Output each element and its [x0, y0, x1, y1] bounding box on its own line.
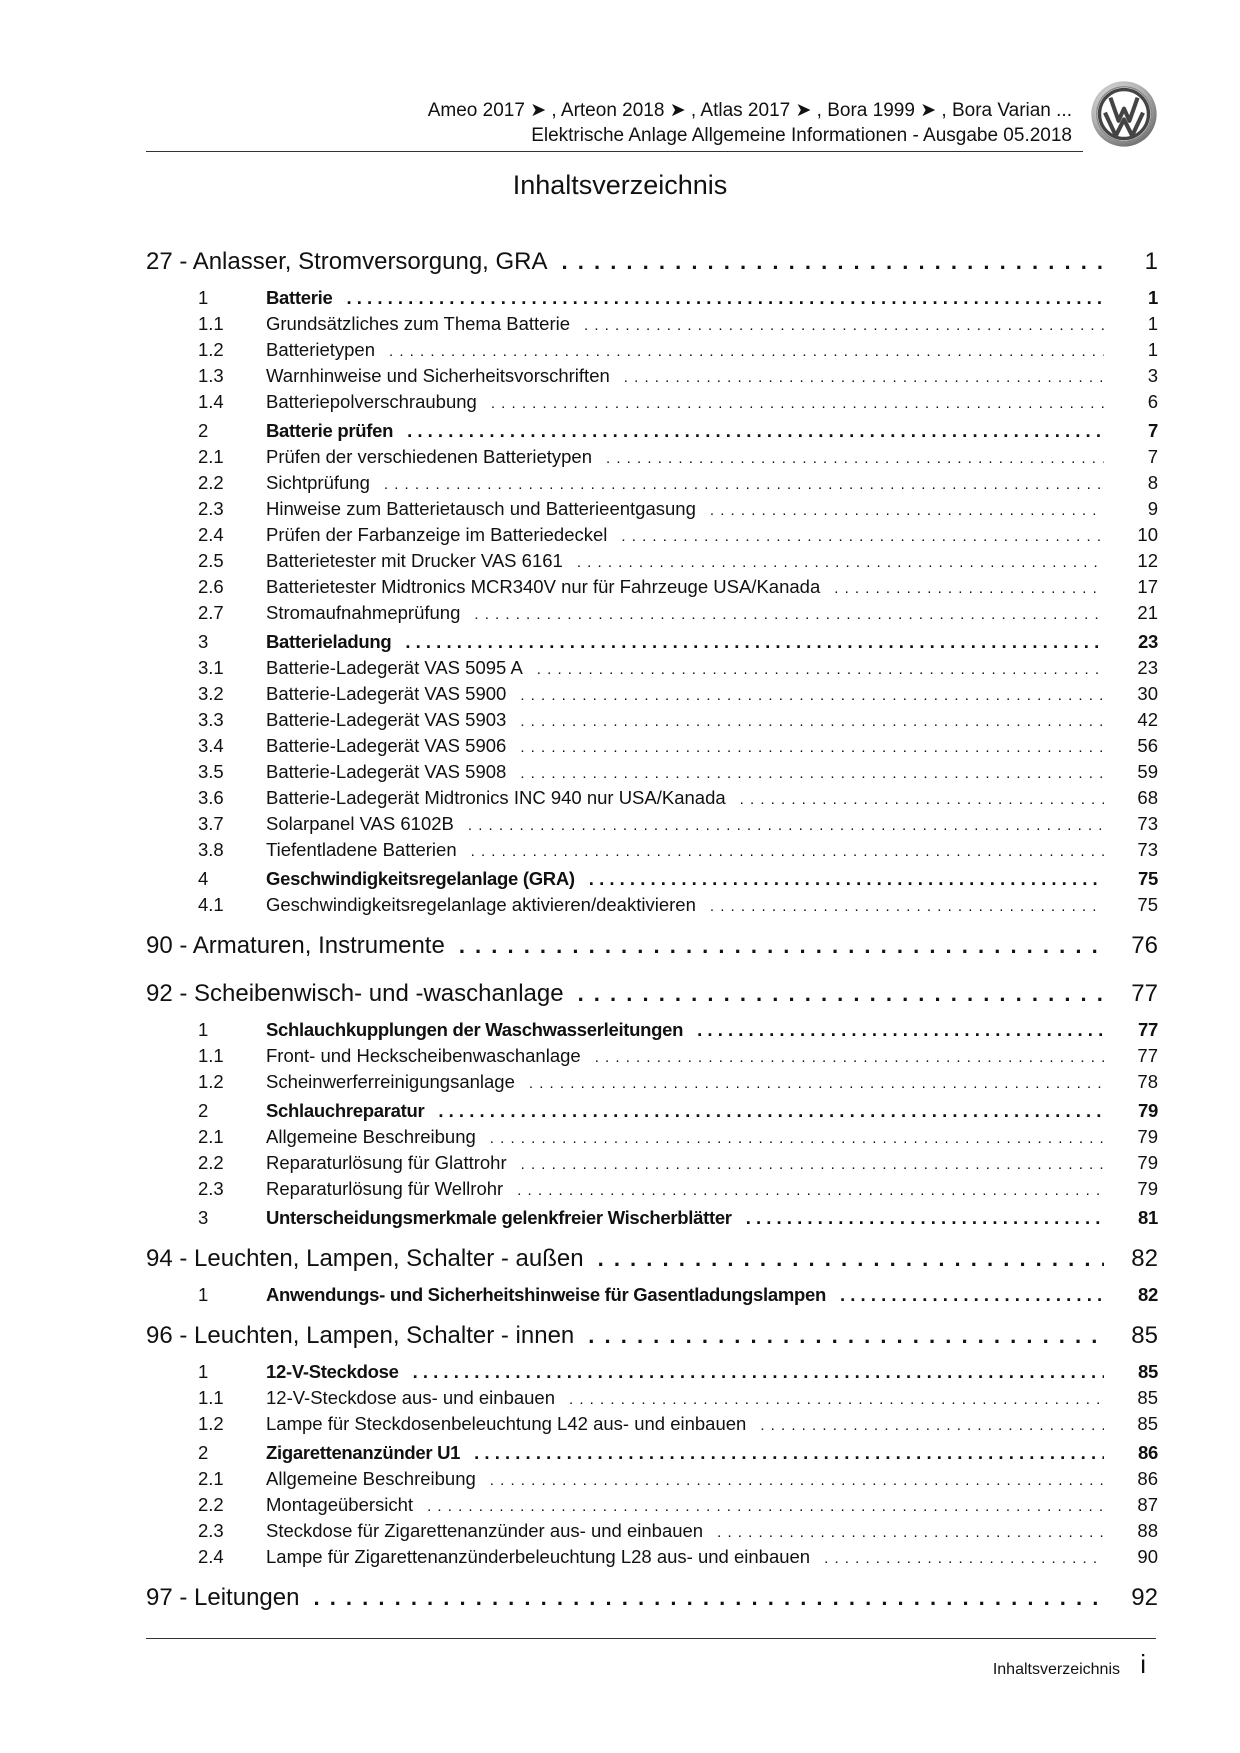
toc-dot-leader — [588, 1323, 1104, 1349]
toc-entry-page: 79 — [1137, 1126, 1158, 1147]
toc-entry-number: 3.3 — [198, 709, 224, 730]
toc-entry-number: 3.5 — [198, 761, 224, 782]
toc-dot-leader — [427, 1498, 1104, 1515]
toc-entry-sub[interactable] — [146, 313, 1158, 339]
toc-entry-number: 3.1 — [198, 657, 224, 678]
toc-entry-page: 90 — [1137, 1546, 1158, 1567]
toc-entry-title: Prüfen der Farbanzeige im Batteriedeckel — [266, 524, 608, 545]
toc-entry-title: Schlauchkupplungen der Waschwasserleitungen — [266, 1019, 684, 1040]
toc-dot-leader — [624, 369, 1104, 386]
footer-label: Inhaltsverzeichnis — [992, 1661, 1120, 1678]
header-subtitle: Elektrische Anlage Allgemeine Informationen - Ausgabe 05.2018 — [531, 125, 1072, 146]
toc-entry-sub[interactable] — [146, 1387, 1158, 1413]
header-models: Ameo 2017 ➤ , Arteon 2018 ➤ , Atlas 2017 ➤ , Bora 1999 ➤ , Bora Varian ... — [427, 100, 1072, 121]
toc-entry-number: 2 — [198, 1442, 208, 1463]
toc-dot-leader — [621, 528, 1104, 545]
toc-entry-title: 97 - Leitungen — [146, 1584, 300, 1611]
toc-entry-page: 73 — [1137, 813, 1158, 834]
toc-entry-title: Front- und Heckscheibenwaschanlage — [266, 1045, 581, 1066]
toc-entry-number: 3.6 — [198, 787, 224, 808]
toc-entry-section[interactable] — [146, 631, 1158, 657]
toc-entry-sub[interactable] — [146, 1045, 1158, 1071]
toc-entry-page: 1 — [1148, 287, 1158, 308]
toc-dot-leader — [746, 1207, 1104, 1229]
document-header — [428, 98, 1072, 148]
toc-entry-page: 59 — [1137, 761, 1158, 782]
toc-entry-sub[interactable] — [146, 709, 1158, 735]
toc-entry-page: 56 — [1137, 735, 1158, 756]
toc-entry-section[interactable] — [146, 1284, 1158, 1310]
toc-entry-sub[interactable] — [146, 1178, 1158, 1204]
toc-entry-title: Scheinwerferreinigungsanlage — [266, 1071, 515, 1092]
toc-entry-page: 12 — [1137, 550, 1158, 571]
toc-entry-title: Batterie-Ladegerät VAS 5900 — [266, 683, 507, 704]
toc-entry-title: Batterie-Ladegerät VAS 5908 — [266, 761, 507, 782]
toc-entry-number: 2.4 — [198, 524, 224, 545]
toc-entry-title: Lampe für Steckdosenbeleuchtung L42 aus- und einbauen — [266, 1413, 747, 1434]
toc-entry-page: 88 — [1137, 1520, 1158, 1541]
toc-entry-page: 82 — [1131, 1245, 1158, 1272]
toc-entry-number: 3.4 — [198, 735, 224, 756]
toc-entry-title: Batterietester mit Drucker VAS 6161 — [266, 550, 563, 571]
toc-entry-sub[interactable] — [146, 787, 1158, 813]
toc-dot-leader — [474, 1442, 1104, 1464]
toc-entry-sub[interactable] — [146, 839, 1158, 865]
toc-entry-page: 77 — [1131, 980, 1158, 1007]
toc-entry-title: Batterieladung — [266, 631, 392, 652]
toc-entry-number: 1.2 — [198, 339, 224, 360]
toc-entry-page: 92 — [1131, 1584, 1158, 1611]
toc-dot-leader — [474, 606, 1104, 623]
toc-entry-sub[interactable] — [146, 602, 1158, 628]
toc-entry-sub[interactable] — [146, 576, 1158, 602]
toc-entry-sub[interactable] — [146, 446, 1158, 472]
toc-dot-leader — [521, 1156, 1104, 1173]
toc-entry-sub[interactable] — [146, 498, 1158, 524]
toc-entry-page: 87 — [1137, 1494, 1158, 1515]
toc-dot-leader — [710, 502, 1104, 519]
toc-entry-sub[interactable] — [146, 550, 1158, 576]
toc-entry-page: 79 — [1138, 1100, 1158, 1121]
toc-entry-page: 7 — [1148, 420, 1158, 441]
toc-entry-number: 1.1 — [198, 1387, 224, 1408]
toc-entry-number: 1.2 — [198, 1413, 224, 1434]
toc-dot-leader — [438, 1100, 1104, 1122]
toc-entry-sub[interactable] — [146, 1494, 1158, 1520]
toc-entry-number: 1 — [198, 287, 208, 308]
toc-entry-sub[interactable] — [146, 391, 1158, 417]
toc-entry-number: 2.7 — [198, 602, 224, 623]
toc-entry-page: 81 — [1138, 1207, 1158, 1228]
toc-dot-leader — [598, 1246, 1104, 1272]
toc-dot-leader — [824, 1550, 1104, 1567]
toc-entry-title: Batterietester Midtronics MCR340V nur für Fahrzeuge USA/Kanada — [266, 576, 821, 597]
toc-entry-chapter[interactable] — [146, 972, 1158, 1016]
toc-entry-title: 27 - Anlasser, Stromversorgung, GRA — [146, 248, 548, 275]
toc-entry-title: 92 - Scheibenwisch- und -waschanlage — [146, 980, 564, 1007]
footer-divider — [146, 1638, 1156, 1639]
toc-dot-leader — [717, 1524, 1104, 1541]
toc-dot-leader — [520, 765, 1104, 782]
toc-dot-leader — [740, 791, 1104, 808]
toc-entry-title: Unterscheidungsmerkmale gelenkfreier Wischerblätter — [266, 1207, 732, 1228]
toc-entry-title: Allgemeine Beschreibung — [266, 1468, 476, 1489]
toc-entry-title: Geschwindigkeitsregelanlage (GRA) — [266, 868, 575, 889]
toc-dot-leader — [529, 1075, 1104, 1092]
toc-entry-title: Schlauchreparatur — [266, 1100, 425, 1121]
toc-entry-sub[interactable] — [146, 894, 1158, 920]
toc-entry-page: 85 — [1137, 1387, 1158, 1408]
toc-entry-title: 96 - Leuchten, Lampen, Schalter - innen — [146, 1322, 575, 1349]
toc-entry-number: 2.3 — [198, 1520, 224, 1541]
toc-entry-number: 1.1 — [198, 1045, 224, 1066]
toc-entry-sub[interactable] — [146, 365, 1158, 391]
toc-entry-title: Batterie — [266, 287, 333, 308]
toc-entry-title: Batterie-Ladegerät VAS 5903 — [266, 709, 507, 730]
toc-dot-leader — [491, 395, 1104, 412]
toc-entry-section[interactable] — [146, 1019, 1158, 1045]
toc-entry-page: 73 — [1137, 839, 1158, 860]
toc-entry-number: 4 — [198, 868, 208, 889]
toc-dot-leader — [760, 1417, 1104, 1434]
toc-dot-leader — [577, 554, 1104, 571]
toc-entry-title: Anwendungs- und Sicherheitshinweise für Gasentladungslampen — [266, 1284, 826, 1305]
toc-entry-number: 1.3 — [198, 365, 224, 386]
toc-entry-chapter[interactable] — [146, 924, 1158, 968]
toc-entry-sub[interactable] — [146, 1413, 1158, 1439]
toc-entry-title: Reparaturlösung für Wellrohr — [266, 1178, 504, 1199]
toc-entry-section[interactable] — [146, 1361, 1158, 1387]
toc-dot-leader — [578, 981, 1104, 1007]
toc-entry-page: 68 — [1137, 787, 1158, 808]
toc-entry-number: 1.4 — [198, 391, 224, 412]
toc-entry-sub[interactable] — [146, 1126, 1158, 1152]
toc-dot-leader — [389, 343, 1104, 360]
toc-entry-number: 1 — [198, 1019, 208, 1040]
toc-entry-section[interactable] — [146, 868, 1158, 894]
table-of-contents — [146, 236, 1158, 1620]
vw-logo-icon — [1090, 80, 1158, 148]
toc-entry-title: 12-V-Steckdose — [266, 1361, 399, 1382]
toc-entry-sub[interactable] — [146, 1520, 1158, 1546]
toc-entry-page: 1 — [1144, 248, 1158, 275]
toc-entry-sub[interactable] — [146, 1468, 1158, 1494]
toc-entry-title: Batterietypen — [266, 339, 376, 360]
toc-dot-leader — [520, 739, 1104, 756]
toc-dot-leader — [569, 1391, 1104, 1408]
toc-entry-chapter[interactable] — [146, 1576, 1158, 1620]
toc-entry-number: 2.6 — [198, 576, 224, 597]
toc-entry-title: Tiefentladene Batterien — [266, 839, 457, 860]
toc-entry-number: 4.1 — [198, 894, 224, 915]
toc-entry-sub[interactable] — [146, 472, 1158, 498]
toc-entry-sub[interactable] — [146, 813, 1158, 839]
toc-entry-number: 1.2 — [198, 1071, 224, 1092]
toc-entry-page: 8 — [1147, 472, 1158, 493]
footer-page-number: i — [1140, 1649, 1146, 1679]
toc-entry-page: 17 — [1137, 576, 1158, 597]
toc-entry-page: 77 — [1138, 1019, 1158, 1040]
toc-entry-title: Batterie-Ladegerät VAS 5906 — [266, 735, 507, 756]
toc-entry-title: 12-V-Steckdose aus- und einbauen — [266, 1387, 556, 1408]
toc-entry-page: 42 — [1137, 709, 1158, 730]
toc-entry-title: 94 - Leuchten, Lampen, Schalter - außen — [146, 1245, 584, 1272]
toc-entry-number: 3.2 — [198, 683, 224, 704]
toc-entry-sub[interactable] — [146, 683, 1158, 709]
toc-dot-leader — [589, 868, 1104, 890]
toc-entry-chapter[interactable] — [146, 240, 1158, 284]
toc-entry-number: 1 — [198, 1361, 208, 1382]
toc-entry-page: 85 — [1138, 1361, 1158, 1382]
toc-entry-chapter[interactable] — [146, 1237, 1158, 1281]
toc-entry-number: 2.1 — [198, 446, 224, 467]
toc-entry-page: 78 — [1137, 1071, 1158, 1092]
toc-entry-chapter[interactable] — [146, 1314, 1158, 1358]
toc-entry-sub[interactable] — [146, 657, 1158, 683]
toc-entry-number: 3 — [198, 631, 208, 652]
toc-dot-leader — [834, 580, 1104, 597]
toc-entry-page: 23 — [1138, 631, 1158, 652]
toc-dot-leader — [584, 317, 1104, 334]
toc-entry-section[interactable] — [146, 1442, 1158, 1468]
toc-entry-sub[interactable] — [146, 761, 1158, 787]
toc-entry-page: 6 — [1147, 391, 1158, 412]
toc-entry-section[interactable] — [146, 1100, 1158, 1126]
toc-entry-sub[interactable] — [146, 339, 1158, 365]
toc-entry-number: 1 — [198, 1284, 208, 1305]
toc-dot-leader — [313, 1585, 1104, 1611]
toc-entry-title: Hinweise zum Batterietausch und Batterieentgasung — [266, 498, 696, 519]
toc-dot-leader — [840, 1284, 1104, 1306]
toc-entry-title: Reparaturlösung für Glattrohr — [266, 1152, 507, 1173]
toc-entry-page: 76 — [1131, 932, 1158, 959]
toc-entry-title: Stromaufnahmeprüfung — [266, 602, 461, 623]
toc-entry-number: 2.1 — [198, 1468, 224, 1489]
toc-dot-leader — [347, 287, 1105, 309]
toc-entry-sub[interactable] — [146, 1152, 1158, 1178]
toc-entry-title: Solarpanel VAS 6102B — [266, 813, 454, 834]
toc-entry-sub[interactable] — [146, 1071, 1158, 1097]
toc-entry-page: 82 — [1138, 1284, 1158, 1305]
toc-entry-page: 75 — [1138, 868, 1158, 889]
toc-entry-page: 23 — [1137, 657, 1158, 678]
toc-entry-page: 86 — [1137, 1468, 1158, 1489]
toc-entry-title: Zigarettenanzünder U1 — [266, 1442, 461, 1463]
toc-entry-number: 2 — [198, 420, 208, 441]
toc-entry-page: 79 — [1137, 1178, 1158, 1199]
toc-dot-leader — [520, 687, 1104, 704]
toc-entry-title: Warnhinweise und Sicherheitsvorschriften — [266, 365, 610, 386]
toc-dot-leader — [471, 843, 1104, 860]
toc-dot-leader — [562, 249, 1104, 275]
toc-entry-title: Batteriepolverschraubung — [266, 391, 477, 412]
toc-entry-title: Lampe für Zigarettenanzünderbeleuchtung L28 aus- und einbauen — [266, 1546, 811, 1567]
toc-dot-leader — [697, 1019, 1104, 1041]
toc-dot-leader — [710, 898, 1104, 915]
toc-entry-number: 3.8 — [198, 839, 224, 860]
toc-dot-leader — [459, 933, 1104, 959]
toc-entry-number: 2.3 — [198, 1178, 224, 1199]
toc-entry-title: Batterie prüfen — [266, 420, 394, 441]
toc-entry-title: Montageübersicht — [266, 1494, 414, 1515]
toc-entry-number: 2.2 — [198, 472, 224, 493]
toc-entry-page: 10 — [1137, 524, 1158, 545]
toc-entry-title: Prüfen der verschiedenen Batterietypen — [266, 446, 593, 467]
toc-entry-sub[interactable] — [146, 524, 1158, 550]
toc-entry-page: 77 — [1137, 1045, 1158, 1066]
toc-entry-page: 1 — [1147, 313, 1158, 334]
toc-entry-number: 2.2 — [198, 1494, 224, 1515]
toc-entry-page: 3 — [1147, 365, 1158, 386]
toc-dot-leader — [468, 817, 1104, 834]
toc-entry-number: 1.1 — [198, 313, 224, 334]
toc-dot-leader — [517, 1182, 1104, 1199]
toc-dot-leader — [490, 1472, 1104, 1489]
toc-dot-leader — [413, 1361, 1104, 1383]
toc-dot-leader — [405, 631, 1104, 653]
toc-entry-number: 2.4 — [198, 1546, 224, 1567]
page-title: Inhaltsverzeichnis — [512, 170, 728, 200]
header-divider — [146, 151, 1083, 152]
toc-entry-page: 86 — [1138, 1442, 1158, 1463]
toc-entry-number: 2.3 — [198, 498, 224, 519]
toc-entry-number: 2 — [198, 1100, 208, 1121]
toc-entry-number: 2.5 — [198, 550, 224, 571]
toc-entry-section[interactable] — [146, 287, 1158, 313]
toc-entry-sub[interactable] — [146, 735, 1158, 761]
toc-entry-title: Batterie-Ladegerät Midtronics INC 940 nur USA/Kanada — [266, 787, 726, 808]
toc-entry-title: Batterie-Ladegerät VAS 5095 A — [266, 657, 523, 678]
toc-entry-page: 85 — [1131, 1322, 1158, 1349]
toc-entry-page: 21 — [1137, 602, 1158, 623]
toc-dot-leader — [490, 1130, 1104, 1147]
toc-entry-section[interactable] — [146, 420, 1158, 446]
toc-dot-leader — [606, 450, 1104, 467]
toc-entry-title: Steckdose für Zigarettenanzünder aus- und einbauen — [266, 1520, 704, 1541]
toc-entry-page: 79 — [1137, 1152, 1158, 1173]
toc-entry-title: 90 - Armaturen, Instrumente — [146, 932, 445, 959]
toc-entry-page: 75 — [1137, 894, 1158, 915]
toc-entry-title: Grundsätzliches zum Thema Batterie — [266, 313, 571, 334]
toc-entry-section[interactable] — [146, 1207, 1158, 1233]
toc-entry-title: Geschwindigkeitsregelanlage aktivieren/deaktivieren — [266, 894, 696, 915]
toc-entry-number: 2.2 — [198, 1152, 224, 1173]
toc-entry-page: 1 — [1147, 339, 1158, 360]
toc-entry-title: Allgemeine Beschreibung — [266, 1126, 476, 1147]
toc-dot-leader — [595, 1049, 1104, 1066]
toc-entry-sub[interactable] — [146, 1546, 1158, 1572]
toc-entry-title: Sichtprüfung — [266, 472, 370, 493]
toc-entry-page: 7 — [1147, 446, 1158, 467]
toc-dot-leader — [384, 476, 1104, 493]
toc-dot-leader — [407, 420, 1104, 442]
toc-entry-number: 2.1 — [198, 1126, 224, 1147]
toc-entry-number: 3 — [198, 1207, 208, 1228]
toc-entry-number: 3.7 — [198, 813, 224, 834]
toc-dot-leader — [537, 661, 1104, 678]
toc-entry-page: 30 — [1137, 683, 1158, 704]
toc-dot-leader — [520, 713, 1104, 730]
toc-entry-page: 9 — [1147, 498, 1158, 519]
toc-entry-page: 85 — [1137, 1413, 1158, 1434]
